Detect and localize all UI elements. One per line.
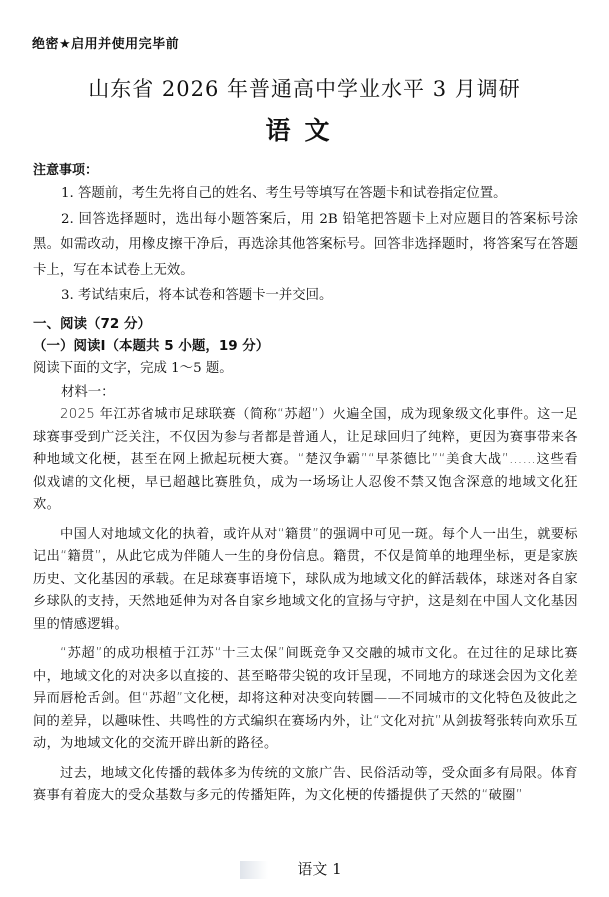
notice-item: 3. 考试结束后，将本试卷和答题卡一并交回。 (61, 288, 333, 303)
passage-paragraph: 2025 年江苏省城市足球联赛（简称“苏超”）火遍全国，成为现象级文化事件。这一足球赛事受到广泛关注，不仅因为参与者都是普通人，让足球回归了纯粹，更因为赛事带来各种地域文化梗，甚至在网上掀起玩梗大赛。“楚汉争霸”“早茶德比”“美食大战”……这些看似戏谑的文化梗，早已超越比赛胜负，成为一场场让人忍俊不禁又饱含深意的地域文化狂欢。 (33, 407, 578, 512)
reading-instruction: 阅读下面的文字，完成 1～5 题。 (33, 361, 233, 376)
notice-heading: 注意事项： (33, 163, 99, 178)
subject-title: 语文 (265, 116, 344, 145)
exam-title: 山东省 2026 年普通高中学业水平 3 月调研 (88, 77, 521, 101)
section-heading: 一、阅读（72 分） (33, 316, 151, 332)
notice-list (33, 181, 578, 309)
passage-body (33, 404, 578, 815)
page-footer (0, 858, 609, 879)
notice-item: 1. 答题前，考生先将自己的姓名、考生号等填写在答题卡和试卷指定位置。 (61, 186, 507, 201)
passage-paragraph: 中国人对地域文化的执着，或许从对“籍贯”的强调中可见一斑。每个人一出生，就要标记出“籍贯”，从此它成为伴随人一生的身份信息。籍贯，不仅是简单的地理坐标，更是家族历史、文化基因的承载。在足球赛事语境下，球队成为地域文化的鲜活载体，球迷对各自家乡球队的支持，天然地延伸为对各自家乡地域文化的宣扬与守护，这是刻在中国人文化基因里的情感逻辑。 (33, 526, 578, 632)
material-label: 材料一： (61, 385, 115, 400)
passage-paragraph: 过去，地域文化传播的载体多为传统的文旅广告、民俗活动等，受众面多有局限。体育赛事有着庞大的受众基数与多元的传播矩阵，为文化梗的传播提供了天然的“破圈” (33, 765, 578, 803)
subsection-heading: （一）阅读Ⅰ（本题共 5 小题，19 分） (33, 338, 270, 354)
confidential-label: 绝密★启用并使用完毕前 (32, 37, 180, 52)
notice-item: 2. 回答选择题时，选出每小题答案后，用 2B 铅笔把答题卡上对应题目的答案标号涂黑。如需改动，用橡皮擦干净后，再选涂其他答案标号。回答非选择题时，将答案写在答题卡上，写在本试卷上无效。 (33, 211, 578, 278)
passage-paragraph: “苏超”的成功根植于江苏“十三太保”间既竞争又交融的城市文化。在过往的足球比赛中，地域文化的对决多以直接的、甚至略带尖锐的攻讦呈现，不同地方的球迷会因为文化差异而唇枪舌剑。但“苏超”文化梗，却将这种对决变向转圜——不同城市的文化特色及彼此之间的差异，以趣味性、共鸣性的方式编织在赛场内外，让“文化对抗”从剑拔弩张转向欢乐互动，为地域文化的交流开辟出新的路径。 (33, 646, 578, 751)
page-number: 语文 1 (297, 860, 342, 878)
